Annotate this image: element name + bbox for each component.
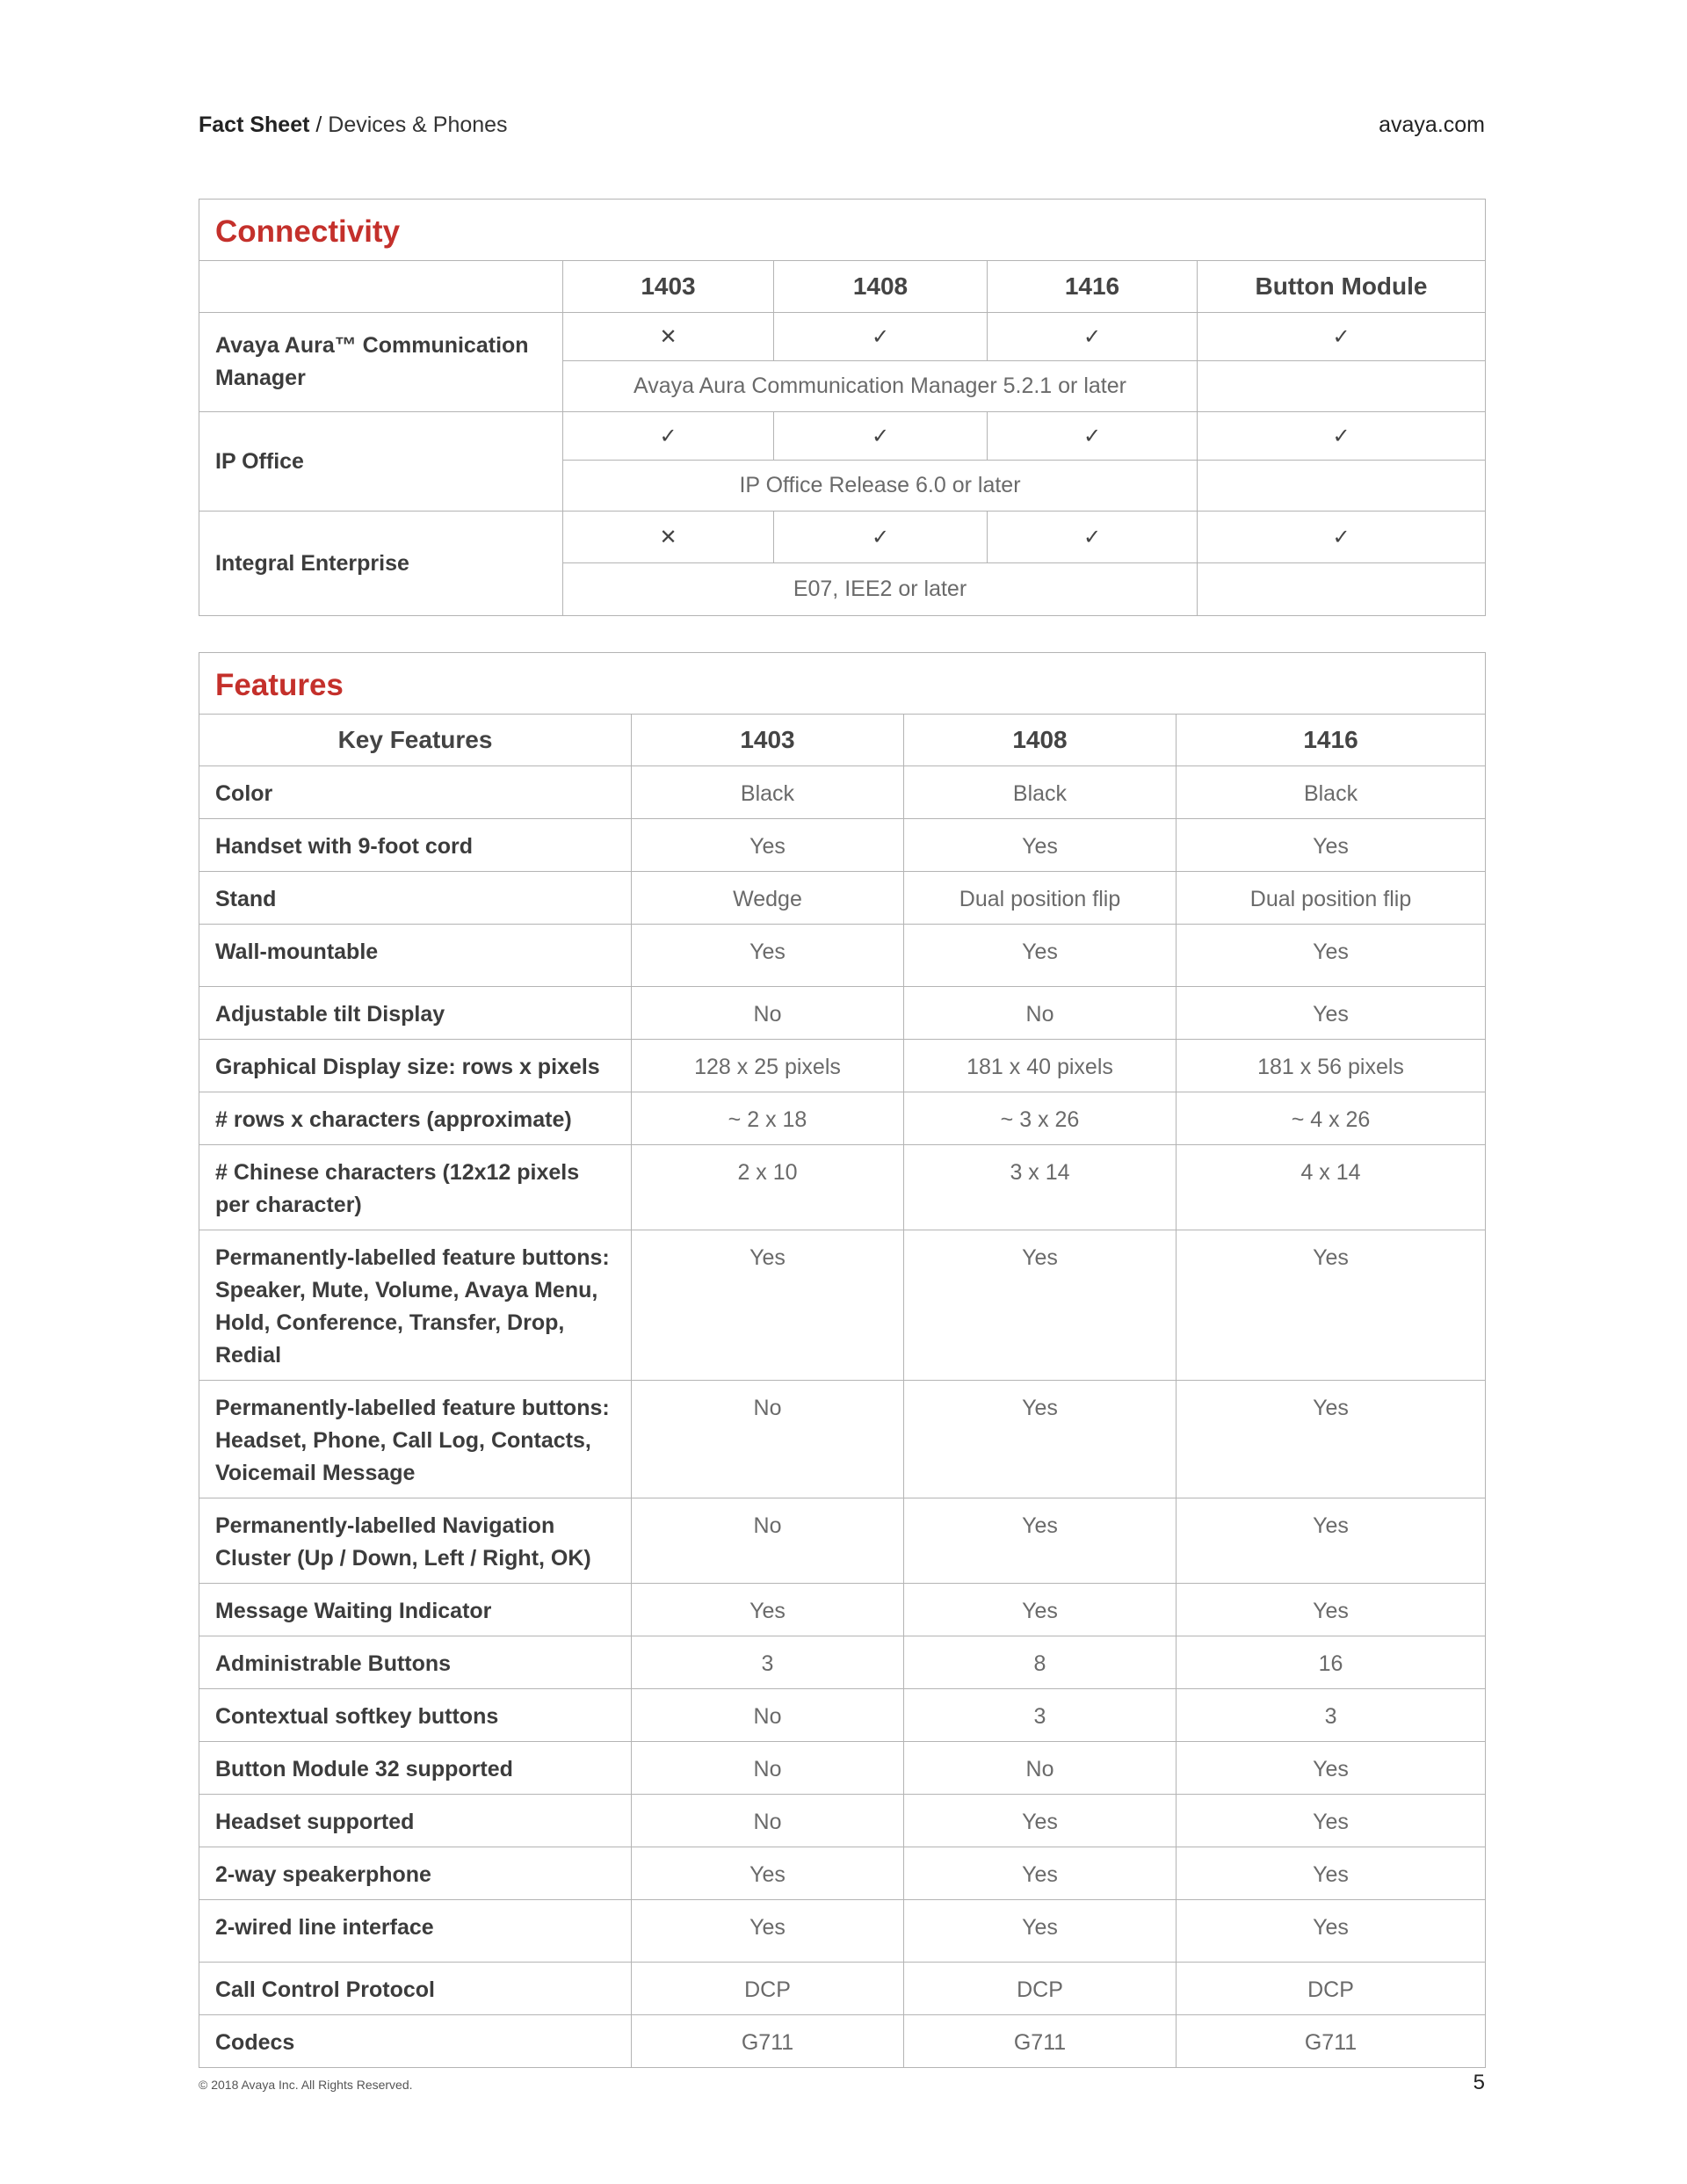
features-title: Features: [199, 653, 1486, 715]
table-row: [199, 872, 1486, 925]
version-note: E07, IEE2 or later: [563, 563, 1198, 616]
feature-value: DCP: [1177, 1963, 1486, 2015]
feature-value: No: [904, 1742, 1177, 1795]
feature-value: ~ 3 x 26: [904, 1092, 1177, 1145]
feature-value: Black: [632, 766, 904, 819]
feature-value: 2 x 10: [632, 1145, 904, 1230]
table-row: [199, 925, 1486, 987]
feature-value: No: [632, 987, 904, 1040]
check-icon: ✓: [1198, 512, 1486, 563]
table-row: [199, 1689, 1486, 1742]
feature-value: 181 x 40 pixels: [904, 1040, 1177, 1092]
feature-label: Message Waiting Indicator: [199, 1584, 632, 1636]
row-label: IP Office: [199, 412, 563, 512]
feature-value: No: [632, 1381, 904, 1498]
check-icon: ✓: [563, 412, 774, 461]
table-row: [199, 1584, 1486, 1636]
feature-value: No: [632, 1742, 904, 1795]
feature-value: Wedge: [632, 872, 904, 925]
feature-value: 16: [1177, 1636, 1486, 1689]
feature-label: # rows x characters (approximate): [199, 1092, 632, 1145]
check-icon: ✓: [774, 412, 988, 461]
table-row: [199, 766, 1486, 819]
feature-label: Codecs: [199, 2015, 632, 2068]
feature-label: Color: [199, 766, 632, 819]
feature-value: Yes: [1177, 1584, 1486, 1636]
column-header: 1403: [563, 261, 774, 313]
check-icon: ✓: [1198, 412, 1486, 461]
column-header: 1403: [632, 715, 904, 766]
feature-value: Yes: [1177, 819, 1486, 872]
feature-value: Black: [1177, 766, 1486, 819]
feature-label: Graphical Display size: rows x pixels: [199, 1040, 632, 1092]
feature-value: 181 x 56 pixels: [1177, 1040, 1486, 1092]
check-icon: ✓: [774, 313, 988, 361]
feature-label: # Chinese characters (12x12 pixels per character): [199, 1145, 632, 1230]
feature-value: ~ 4 x 26: [1177, 1092, 1486, 1145]
cross-icon: ✕: [563, 512, 774, 563]
feature-value: Dual position flip: [904, 872, 1177, 925]
feature-value: No: [632, 1498, 904, 1584]
feature-value: 3: [632, 1636, 904, 1689]
feature-value: Yes: [1177, 987, 1486, 1040]
page-number: 5: [1473, 2071, 1485, 2094]
feature-value: No: [904, 987, 1177, 1040]
feature-label: 2-way speakerphone: [199, 1847, 632, 1900]
table-row: [199, 1498, 1486, 1584]
page-header: [199, 112, 1485, 138]
feature-value: Dual position flip: [1177, 872, 1486, 925]
table-row: [199, 1040, 1486, 1092]
feature-value: G711: [904, 2015, 1177, 2068]
feature-value: Yes: [632, 1584, 904, 1636]
feature-label: Permanently-labelled feature buttons: Speaker, Mute, Volume, Avaya Menu, Hold, Conference, Transfer, Drop, Redial: [199, 1230, 632, 1381]
table-row: [199, 1381, 1486, 1498]
connectivity-title: Connectivity: [199, 200, 1486, 261]
connectivity-header-row: [199, 261, 1486, 313]
feature-value: G711: [632, 2015, 904, 2068]
feature-value: 4 x 14: [1177, 1145, 1486, 1230]
empty-cell: [1198, 461, 1486, 512]
feature-value: Yes: [1177, 1742, 1486, 1795]
feature-value: Yes: [1177, 1795, 1486, 1847]
table-row: [199, 1092, 1486, 1145]
table-row: [199, 1900, 1486, 1963]
feature-value: Yes: [632, 1900, 904, 1963]
feature-label: 2-wired line interface: [199, 1900, 632, 1963]
features-header-row: [199, 715, 1486, 766]
feature-value: Yes: [1177, 1381, 1486, 1498]
feature-value: G711: [1177, 2015, 1486, 2068]
table-row: [199, 1963, 1486, 2015]
feature-label: Permanently-labelled Navigation Cluster (Up / Down, Left / Right, OK): [199, 1498, 632, 1584]
breadcrumb: [199, 112, 508, 138]
check-icon: ✓: [988, 512, 1198, 563]
feature-value: Yes: [904, 1381, 1177, 1498]
feature-value: 3: [904, 1689, 1177, 1742]
feature-label: Permanently-labelled feature buttons: Headset, Phone, Call Log, Contacts, Voicemail Message: [199, 1381, 632, 1498]
table-row: [199, 313, 1486, 361]
feature-value: Yes: [632, 819, 904, 872]
table-row: [199, 1847, 1486, 1900]
table-row: [199, 1230, 1486, 1381]
feature-value: 3: [1177, 1689, 1486, 1742]
feature-value: No: [632, 1689, 904, 1742]
table-row: [199, 987, 1486, 1040]
feature-value: DCP: [904, 1963, 1177, 2015]
feature-label: Administrable Buttons: [199, 1636, 632, 1689]
breadcrumb-separator: /: [309, 112, 329, 137]
feature-value: 3 x 14: [904, 1145, 1177, 1230]
feature-value: Yes: [904, 1584, 1177, 1636]
empty-corner-cell: [199, 261, 563, 313]
feature-label: Adjustable tilt Display: [199, 987, 632, 1040]
feature-value: ~ 2 x 18: [632, 1092, 904, 1145]
column-header: 1408: [774, 261, 988, 313]
feature-value: Yes: [904, 819, 1177, 872]
cross-icon: ✕: [563, 313, 774, 361]
column-header: 1416: [1177, 715, 1486, 766]
feature-label: Handset with 9-foot cord: [199, 819, 632, 872]
feature-value: Yes: [904, 925, 1177, 987]
connectivity-table: [199, 199, 1486, 616]
column-header: Button Module: [1198, 261, 1486, 313]
feature-value: Yes: [1177, 1498, 1486, 1584]
row-label: Integral Enterprise: [199, 512, 563, 616]
empty-cell: [1198, 361, 1486, 412]
table-row: [199, 412, 1486, 461]
check-icon: ✓: [1198, 313, 1486, 361]
features-body: [199, 766, 1486, 2068]
feature-value: Yes: [904, 1498, 1177, 1584]
version-note: Avaya Aura Communication Manager 5.2.1 or later: [563, 361, 1198, 412]
doc-category: Devices & Phones: [328, 112, 508, 137]
table-row: [199, 1145, 1486, 1230]
feature-label: Headset supported: [199, 1795, 632, 1847]
feature-value: Yes: [904, 1900, 1177, 1963]
feature-label: Call Control Protocol: [199, 1963, 632, 2015]
check-icon: ✓: [774, 512, 988, 563]
feature-value: Black: [904, 766, 1177, 819]
table-row: [199, 512, 1486, 563]
version-note: IP Office Release 6.0 or later: [563, 461, 1198, 512]
column-header: 1416: [988, 261, 1198, 313]
feature-value: Yes: [1177, 1230, 1486, 1381]
feature-value: Yes: [904, 1230, 1177, 1381]
check-icon: ✓: [988, 313, 1198, 361]
feature-label: Contextual softkey buttons: [199, 1689, 632, 1742]
feature-value: Yes: [1177, 1900, 1486, 1963]
features-table: [199, 652, 1486, 2068]
feature-label: Stand: [199, 872, 632, 925]
feature-value: Yes: [632, 1847, 904, 1900]
table-row: [199, 819, 1486, 872]
feature-value: Yes: [1177, 1847, 1486, 1900]
feature-value: Yes: [904, 1795, 1177, 1847]
feature-value: DCP: [632, 1963, 904, 2015]
row-label: Avaya Aura™ Communication Manager: [199, 313, 563, 412]
feature-value: Yes: [904, 1847, 1177, 1900]
feature-value: Yes: [632, 925, 904, 987]
feature-value: 8: [904, 1636, 1177, 1689]
feature-value: No: [632, 1795, 904, 1847]
feature-value: Yes: [1177, 925, 1486, 987]
site-url[interactable]: avaya.com: [1379, 112, 1485, 137]
check-icon: ✓: [988, 412, 1198, 461]
feature-value: 128 x 25 pixels: [632, 1040, 904, 1092]
column-header: Key Features: [199, 715, 632, 766]
feature-value: Yes: [632, 1230, 904, 1381]
copyright: © 2018 Avaya Inc. All Rights Reserved.: [199, 2078, 413, 2092]
table-row: [199, 2015, 1486, 2068]
feature-label: Button Module 32 supported: [199, 1742, 632, 1795]
feature-label: Wall-mountable: [199, 925, 632, 987]
table-row: [199, 1636, 1486, 1689]
table-row: [199, 1795, 1486, 1847]
empty-cell: [1198, 563, 1486, 616]
column-header: 1408: [904, 715, 1177, 766]
table-row: [199, 1742, 1486, 1795]
doc-type: Fact Sheet: [199, 112, 310, 137]
